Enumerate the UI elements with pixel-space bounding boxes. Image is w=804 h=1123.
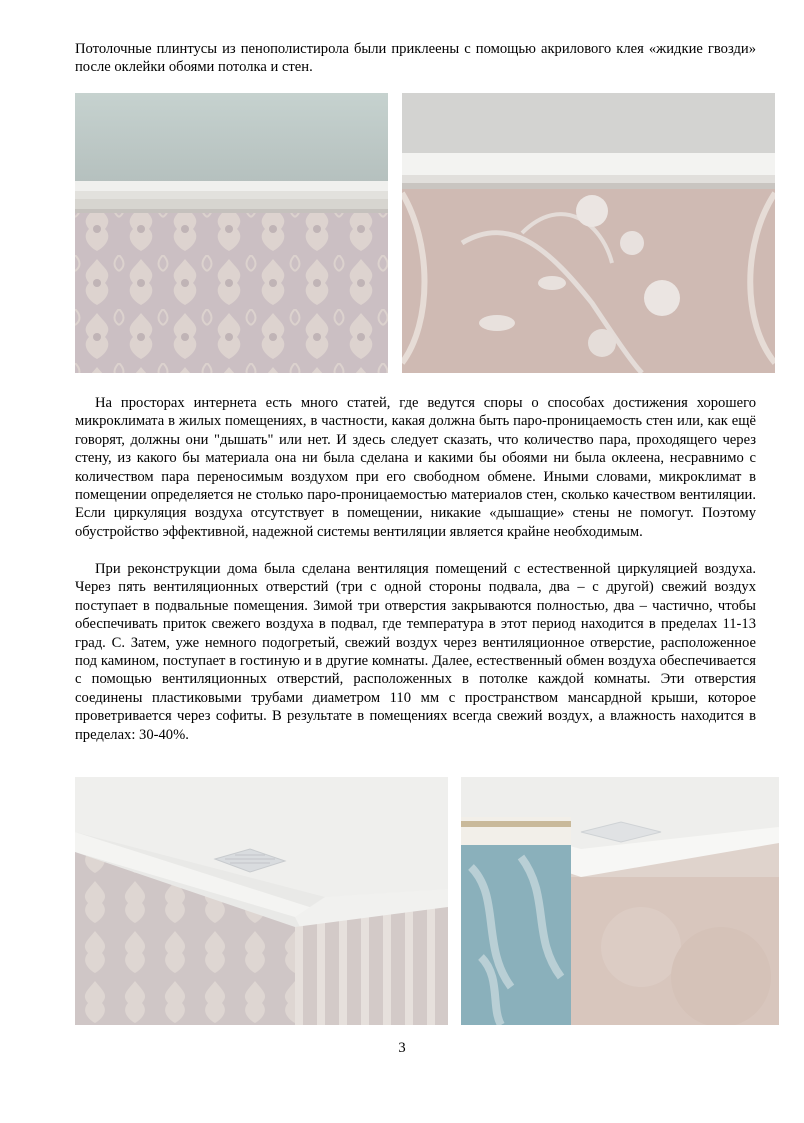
photo-curtain-cornice [461, 777, 779, 1025]
paragraph-1: На просторах интернета есть много статей, где ведутся споры о способах достижения хорошего микроклимата в жилых помещениях, в частности, какая должна быть паро-проницаемость стен или, как ещё говорят, должны они "дышать" или нет. И здесь следует сказать, что количество пара, проходящего через стену, из какого бы материала она ни была сделана и какими бы обоями ни была оклеена, несравнимо с количеством пара переносимым воздухом при его свободном обмене. Иными словами, микроклимат в помещении определяется не столько паро-проницаемостью материалов стен, сколько качеством вентиляции. Если циркуляция воздуха отсутствует в помещении, никакие «дышащие» стены не помогут. Поэтому обустройство эффективной, надежной системы вентиляции является крайне необходимым. [75, 395, 756, 540]
photo-floral-relief [402, 93, 775, 373]
paragraph-2: При реконструкции дома была сделана вентиляция помещений с естественной циркуляцией воздуха. Через пять вентиляционных отверстий (три с одной стороны подвала, два – с другой) свежий воздух поступает в подвальные помещения. Зимой три отверстия закрываются полностью, два – частично, чтобы обеспечивать приток свежего воздуха в подвал, где температура в этот период находится в пределах 11-13 град. С. Затем, уже немного подогретый, свежий воздух через вентиляционное отверстие, расположенное под камином, поступает в гостиную и в другие комнаты. Далее, естественный обмен воздуха обеспечивается с помощью вентиляционных отверстий, расположенных в потолке каждой комнаты. Эти отверстия соединены пластиковыми трубами диаметром 110 мм с пространством мансардной крыши, которое проветривается через софиты. В результате в помещениях всегда свежий воздух, а влажность находится в пределах: 30-40%. [75, 561, 756, 743]
intro-text: Потолочные плинтусы из пенополистирола были приклеены с помощью акрилового клея «жидкие гвозди» после оклейки обоями потолка и стен. [75, 41, 756, 76]
photo-ceiling-corner-vent [75, 777, 448, 1025]
page-number: 3 [398, 1040, 406, 1056]
photo-ceiling-molding-damask [75, 93, 388, 373]
